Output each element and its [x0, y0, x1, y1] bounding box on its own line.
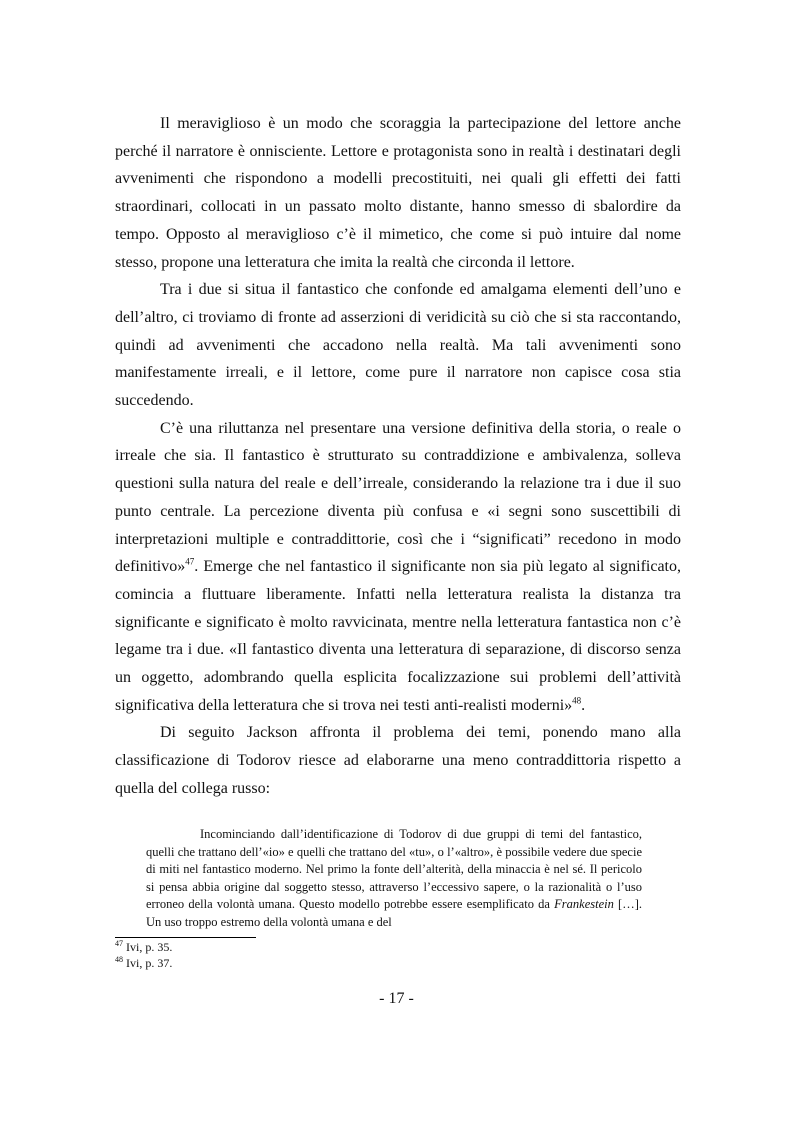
footnote-separator	[115, 937, 256, 938]
block-quote	[146, 826, 642, 932]
footnote-number: 47	[115, 939, 123, 948]
footnote-text: Ivi, p. 35.	[123, 940, 173, 954]
footnotes	[115, 940, 172, 971]
paragraph-4: Di seguito Jackson affronta il problema dei temi, ponendo mano alla classificazione di Todorov riesce ad elaborarne una meno contraddittoria rispetto a quella del collega russo:	[115, 724, 681, 797]
paragraph-3-part-1: C’è una riluttanza nel presentare una versione definitiva della storia, o reale o irreale che sia. Il fantastico è strutturato su contraddizione e ambivalenza, solleva questioni sulla natura del reale e dell’irreale, considerando la relazione tra i due il suo punto centrale. La percezione diventa più confusa e «i segni sono suscettibili di interpretazioni multiple e contraddittorie, così che i “significati” recedono in modo definitivo»	[115, 419, 681, 576]
body-text	[115, 110, 681, 803]
quote-italic-title: Frankestein	[554, 897, 614, 912]
footnote-47	[115, 940, 172, 956]
footnote-text: Ivi, p. 37.	[123, 955, 173, 970]
paragraph-3-part-3: .	[581, 696, 586, 714]
paragraph-3	[115, 415, 681, 720]
footnote-48	[115, 956, 172, 972]
footnote-number: 48	[115, 954, 123, 964]
page-number: - 17 -	[379, 990, 414, 1007]
paragraph-3-part-2: . Emerge che nel fantastico il significante non sia più legato al significato, comincia a fluttuare liberamente. Infatti nella letteratura realista la distanza tra significante e significato è molto ravvicinata, mentre nella letteratura fantastica non c’è legame tra i due. «Il fantastico diventa una letteratura di separazione, di discorso senza un oggetto, adombrando quella esplicita focalizzazione sui problemi dell’attività significativa della letteratura che si trova nei testi anti-realisti moderni»	[115, 558, 681, 714]
quote-text-after: […]. Un uso troppo estremo della volontà umana e del	[146, 897, 643, 929]
quote-text-before: Incominciando dall’identificazione di Todorov di due gruppi di temi del fantastico, quelli che trattano dell’«io» e quelli che trattano del «tu», o l’«altro», è possibile vedere due specie di miti nel fantastico moderno. Nel primo la fonte dell’alterità, della minaccia è nel sé. Il pericolo si pensa abbia origine dal soggetto stesso, attraverso l’eccessivo sapere, o la razionalità o l’uso erroneo della volontà umana. Questo modello potrebbe essere esemplificato da	[146, 827, 642, 912]
paragraph-1: Il meraviglioso è un modo che scoraggia la partecipazione del lettore anche perché il narratore è onnisciente. Lettore e protagonista sono in realtà i destinatari degli avvenimenti che rispondono a modelli precostituiti, nei quali gli effetti dei fatti straordinari, collocati in un passato molto distante, hanno smesso di sbalordire da tempo. Opposto al meraviglioso c’è il mimetico, che come si può intuire dal nome stesso, propone una letteratura che imita la realtà che circonda il lettore.	[115, 115, 681, 271]
footnote-ref-48[interactable]: 48	[572, 695, 582, 706]
paragraph-2: Tra i due si situa il fantastico che confonde ed amalgama elementi dell’uno e dell’altro, ci troviamo di fronte ad asserzioni di veridicità su ciò che si sta raccontando, quindi ad avvenimenti che accadono nella realtà. Ma tali avvenimenti sono manifestamente irreali, e il lettore, come pure il narratore non capisce cosa stia succedendo.	[115, 281, 681, 410]
footnote-ref-47[interactable]: 47	[185, 556, 195, 567]
